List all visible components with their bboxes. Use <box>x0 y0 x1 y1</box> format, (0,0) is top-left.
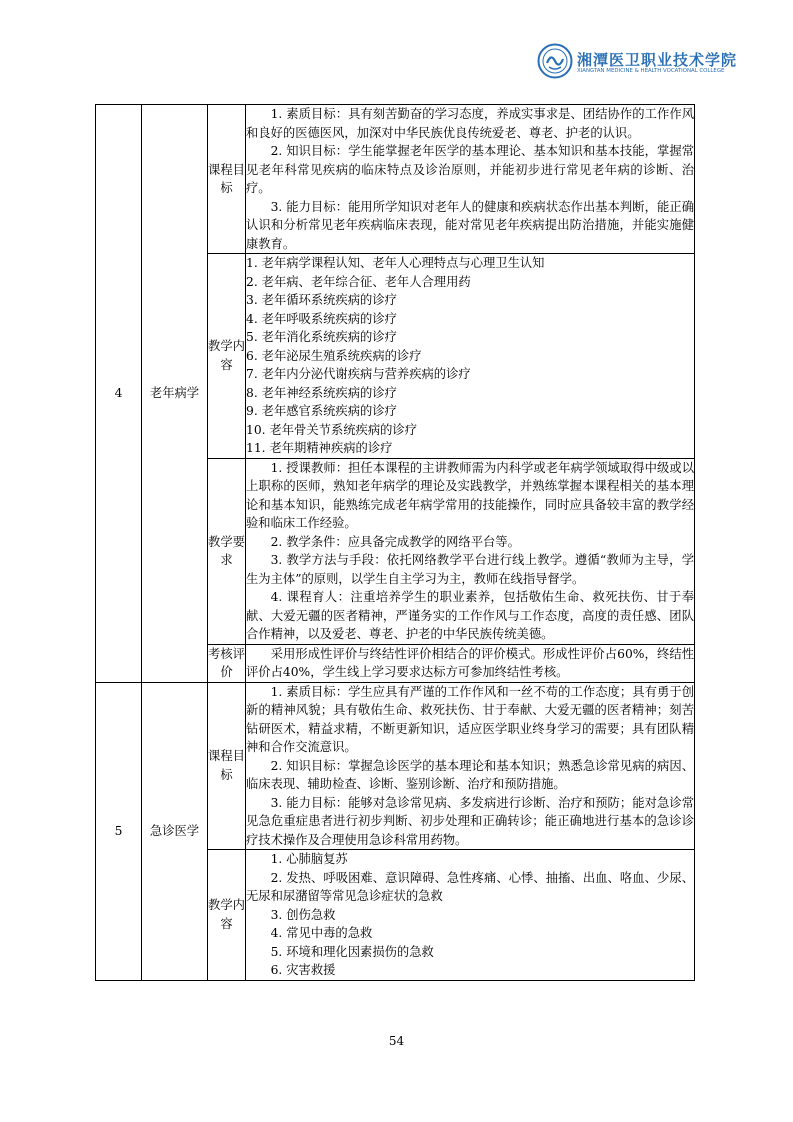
list-item: 4. 老年呼吸系统疾病的诊疗 <box>246 311 397 326</box>
list-item: 8. 老年神经系统疾病的诊疗 <box>246 385 397 400</box>
college-name-en: XIANGTAN MEDICINE & HEALTH VOCATIONAL COLLEGE <box>577 68 725 74</box>
teaching-requirements <box>246 458 695 644</box>
list-item: 1. 老年病学课程认知、老年人心理特点与心理卫生认知 <box>246 256 545 270</box>
goal-text: 1. 素质目标：学生应具有严谨的工作作风和一丝不苟的工作态度；具有勇于创新的精神风貌；具有敬佑生命、救死扶伤、甘于奉献、大爱无疆的医者精神；刻苦钻研医术，精益求精，不断更新知识，适应医学职业终身学习的需要；具有团队精神和合作交流意识。 <box>246 684 694 754</box>
list-item: 5. 环境和理化因素损伤的急救 <box>270 944 434 959</box>
assessment <box>246 644 695 682</box>
goal-text: 1. 素质目标：具有刻苦勤奋的学习态度，养成实事求是、团结协作的工作作风和良好的医德医风，加深对中华民族优良传统爱老、尊老、护老的认识。 <box>246 107 694 140</box>
item-label: 课程目标 <box>208 105 246 254</box>
item-label: 课程目标 <box>208 682 246 850</box>
goal-text: 3. 能力目标：能用所学知识对老年人的健康和疾病状态作出基本判断，能正确认识和分析常见老年疾病临床表现，能对常见老年疾病提出防治措施，并能实施健康教育。 <box>246 199 694 251</box>
teaching-contents <box>246 850 695 981</box>
course-number: 4 <box>96 105 142 683</box>
table-row <box>96 682 695 850</box>
course-number: 5 <box>96 682 142 980</box>
goal-text: 2. 知识目标：掌握急诊医学的基本理论和基本知识；熟悉急诊常见病的病因、临床表现、辅助检查、诊断、鉴别诊断、治疗和预防措施。 <box>246 758 694 791</box>
list-item: 5. 老年消化系统疾病的诊疗 <box>246 330 397 344</box>
teaching-contents <box>246 254 695 459</box>
list-item: 4. 常见中毒的急救 <box>270 926 373 940</box>
list-item: 6. 老年泌尿生殖系统疾病的诊疗 <box>246 348 422 363</box>
goal-text: 3. 能力目标：能够对急诊常见病、多发病进行诊断、治疗和预防；能对急诊常见急危重症患者进行初步判断、初步处理和正确转诊；能正确地进行基本的急诊诊疗技术操作及合理使用急诊科常用药物。 <box>246 795 694 847</box>
list-item: 3. 创伤急救 <box>270 907 336 922</box>
requirement-text: 1. 授课教师：担任本课程的主讲教师需为内科学或老年病学领域取得中级或以上职称的医师，熟知老年病学的理论及实践教学，并熟练掌握本课程相关的基本理论和基本知识，能熟练完成老年病学常用的技能操作，同时应具备较丰富的教学经验和临床工作经验。 <box>246 460 694 530</box>
requirement-text: 4. 课程育人：注重培养学生的职业素养，包括敬佑生命、救死扶伤、甘于奉献、大爱无疆的医者精神，严谨务实的工作作风与工作态度，高度的责任感、团队合作精神，以及爱老、尊老、护老的中华民族传统美德。 <box>246 590 694 641</box>
goal-text: 2. 知识目标：学生能掌握老年医学的基本理论、基本知识和基本技能，掌握常见老年科常见疾病的临床特点及诊治原则，并能初步进行常见老年病的诊断、治疗。 <box>246 144 694 195</box>
list-item: 7. 老年内分泌代谢疾病与营养疾病的诊疗 <box>246 367 471 381</box>
college-logo <box>537 43 738 83</box>
item-label: 考核评价 <box>208 644 246 682</box>
college-emblem-icon <box>537 43 573 79</box>
list-item: 1. 心肺脑复苏 <box>270 852 348 866</box>
course-name: 老年病学 <box>142 105 208 683</box>
list-item: 2. 老年病、老年综合征、老年人合理用药 <box>246 274 471 289</box>
list-item: 9. 老年感官系统疾病的诊疗 <box>246 404 397 418</box>
requirement-text: 3. 教学方法与手段：依托网络教学平台进行线上教学。遵循“教师为主导，学生为主体”的原则，以学生自主学习为主，教师在线指导督学。 <box>246 553 694 586</box>
list-item: 3. 老年循环系统疾病的诊疗 <box>246 293 397 307</box>
list-item: 6. 灾害救援 <box>270 963 336 977</box>
list-item: 11. 老年期精神疾病的诊疗 <box>246 441 393 455</box>
course-name: 急诊医学 <box>142 682 208 980</box>
college-name-cn: 湘潭医卫职业技术学院 <box>577 51 738 69</box>
requirement-text: 2. 教学条件：应具备完成教学的网络平台等。 <box>270 534 520 549</box>
list-item: 2. 发热、呼吸困难、意识障碍、急性疼痛、心悸、抽搐、出血、咯血、少尿、无尿和尿潴留等常见急诊症状的急救 <box>246 870 694 903</box>
course-goals <box>246 682 695 850</box>
curriculum-table <box>95 104 695 981</box>
assessment-text: 采用形成性评价与终结性评价相结合的评价模式。形成性评价占60%，终结性评价占40%，学生线上学习要求达标方可参加终结性考核。 <box>246 646 694 679</box>
page-number: 54 <box>388 1034 405 1048</box>
item-label: 教学要求 <box>208 458 246 644</box>
item-label: 教学内容 <box>208 254 246 459</box>
table-row <box>96 105 695 254</box>
list-item: 10. 老年骨关节系统疾病的诊疗 <box>246 422 418 437</box>
course-goals <box>246 105 695 254</box>
item-label: 教学内容 <box>208 850 246 981</box>
